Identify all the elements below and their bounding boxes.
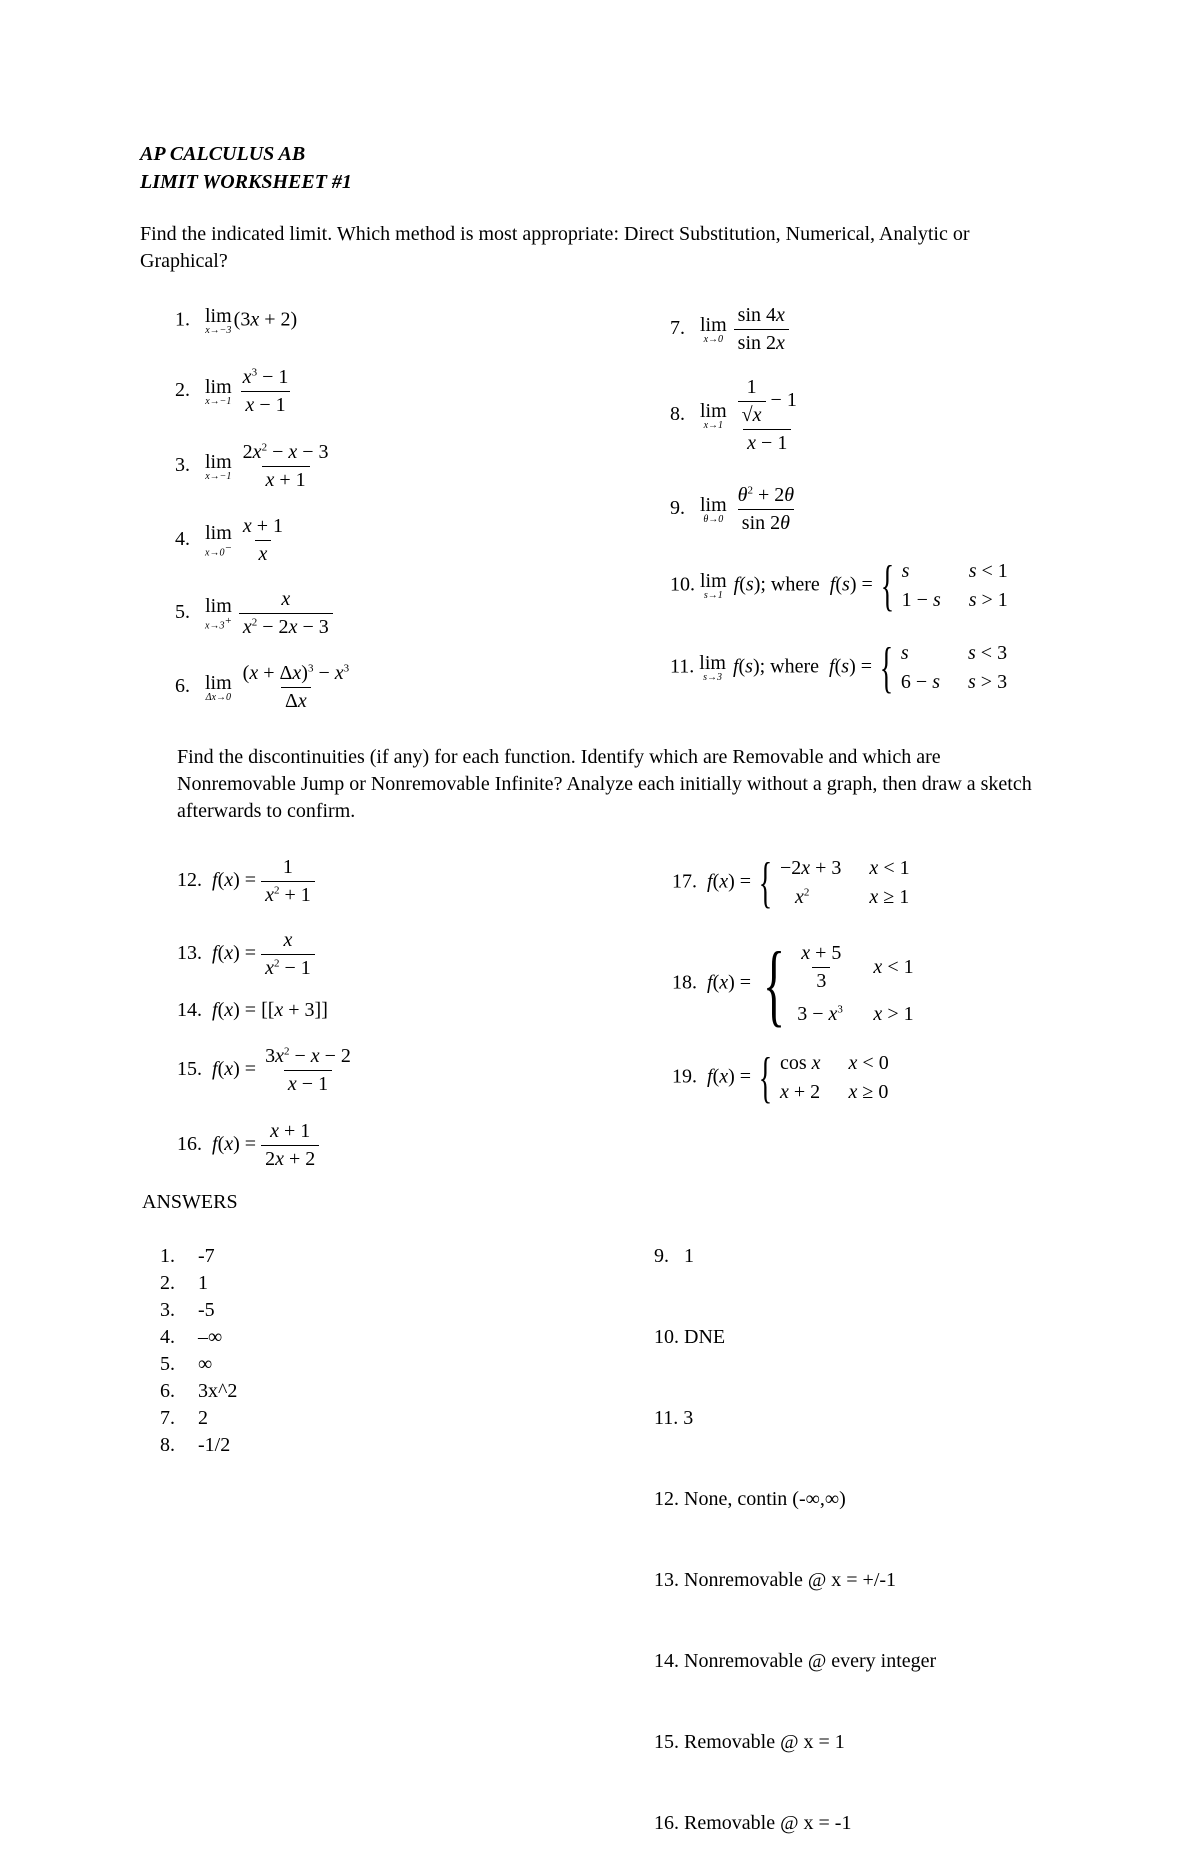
problem-number: 11. [670, 655, 695, 678]
problem-11: 11. lim s→3 f(s); where f(s) = { s s < 3 6 − s s > 3 [670, 637, 1008, 699]
problem-3: 3. lim x→−1 $\frac{2x^2 - x - 3}{x + 1}$ [175, 441, 329, 491]
answer-item: 15. Removable @ x = 1 [654, 1731, 845, 1753]
answer-item: 3. -5 [160, 1299, 215, 1321]
problem-15: 15. f(x) = $\frac{3x^2 - x - 2}{x - 1}$ [177, 1045, 351, 1095]
problem-number: 4. [175, 528, 190, 551]
answer-item: 10. DNE [654, 1326, 726, 1348]
problem-17: 17. f(x) = { −2x + 3 x < 1 $x^2$ x ≥ 1 [672, 852, 910, 914]
problem-number: 17. [672, 870, 697, 893]
problem-number: 3. [175, 454, 190, 477]
problem-6: 6. lim Δx→0 $\frac{(x + \Delta x)^3 - x^3}{\Delta x}$ [175, 662, 350, 712]
problem-number: 18. [672, 971, 697, 994]
problem-number: 16. [177, 1133, 202, 1156]
problem-5: 5. lim x→3+ $\frac{x}{x^2 - 2x - 3}$ [175, 588, 333, 639]
problem-number: 1. [175, 308, 190, 331]
answer-item: 5. ∞ [160, 1353, 213, 1375]
problem-number: 7. [670, 317, 685, 340]
answer-item: 16. Removable @ x = -1 [654, 1812, 852, 1834]
answer-item: 1. -7 [160, 1245, 215, 1267]
problem-number: 2. [175, 379, 190, 402]
problem-16: 16. f(x) = $\frac{x + 1}{2x + 2}$ [177, 1120, 319, 1171]
limits-instructions: Find the indicated limit. Which method is most appropriate: Direct Substitution, Numerical, Analytic or Graphical? [140, 223, 970, 272]
problem-number: 5. [175, 601, 190, 624]
answer-item: 2. 1 [160, 1272, 208, 1294]
problem-2: 2. lim x→−1 $\frac{x^3 - 1}{x - 1}$ [175, 366, 289, 416]
worksheet-title: LIMIT WORKSHEET #1 [140, 171, 352, 193]
problem-13: 13. f(x) = $\frac{x}{x^2 - 1}$ [177, 929, 315, 980]
answers-right-list [654, 1189, 936, 1864]
problem-number: 13. [177, 942, 202, 965]
answer-item: 6. 3x^2 [160, 1380, 238, 1402]
problem-number: 9. [670, 497, 685, 520]
problem-14: 14. f(x) = [[x + 3]] [177, 999, 328, 1021]
answer-item: 8. -1/2 [160, 1434, 231, 1456]
answer-item: 7. 2 [160, 1407, 208, 1429]
problem-18: 18. f(x) = { $\frac{x + 5}{3}$ x < 1 $3 - x^3$ x > 1 [672, 933, 914, 1035]
answer-item: 12. None, contin (-∞,∞) [654, 1488, 846, 1510]
problem-number: 19. [672, 1065, 697, 1088]
discontinuity-instructions: Find the discontinuities (if any) for each function. Identify which are Removable and which are Nonremovable Jump or Nonremovable Infinite? Analyze each initially without a graph, then draw a sketch afterwards to confirm. [177, 746, 1032, 822]
problem-number: 14. [177, 999, 202, 1021]
problem-9: 9. lim θ→0 $\frac{\theta^2 + 2\theta}{\sin 2\theta}$ [670, 484, 795, 534]
answer-item: 14. Nonremovable @ every integer [654, 1650, 937, 1672]
problem-number: 8. [670, 403, 685, 426]
problem-12: 12. f(x) = $\frac{1}{x^2 + 1}$ [177, 856, 315, 907]
problem-number: 10. [670, 573, 695, 596]
problem-number: 15. [177, 1058, 202, 1081]
problem-10: 10. lim s→1 f(s); where f(s) = { s s < 1 1 − s s > 1 [670, 555, 1008, 617]
problem-7: 7. lim x→0 $\frac{\sin 4x}{\sin 2x}$ [670, 304, 789, 355]
answer-item: 9. 1 [654, 1245, 694, 1267]
problem-8: 8. lim x→1 $\frac{1}{√x}$ − 1 x − 1 [670, 376, 797, 454]
problem-4: 4. lim x→0− $\frac{x + 1}{x}$ [175, 515, 284, 565]
answer-item: 11. 3 [654, 1407, 694, 1429]
problem-1: 1. lim x→−3 (3x + 2) [175, 305, 298, 336]
answers-heading: ANSWERS [142, 1191, 238, 1213]
course-title: AP CALCULUS AB [140, 143, 306, 165]
answer-item: 4. –∞ [160, 1326, 223, 1348]
problem-number: 6. [175, 675, 190, 698]
answer-item: 13. Nonremovable @ x = +/-1 [654, 1569, 897, 1591]
answers-left-list [160, 1243, 237, 1459]
problem-number: 12. [177, 869, 202, 892]
problem-19: 19. f(x) = { cos x x < 0 x + 2 x ≥ 0 [672, 1047, 889, 1109]
